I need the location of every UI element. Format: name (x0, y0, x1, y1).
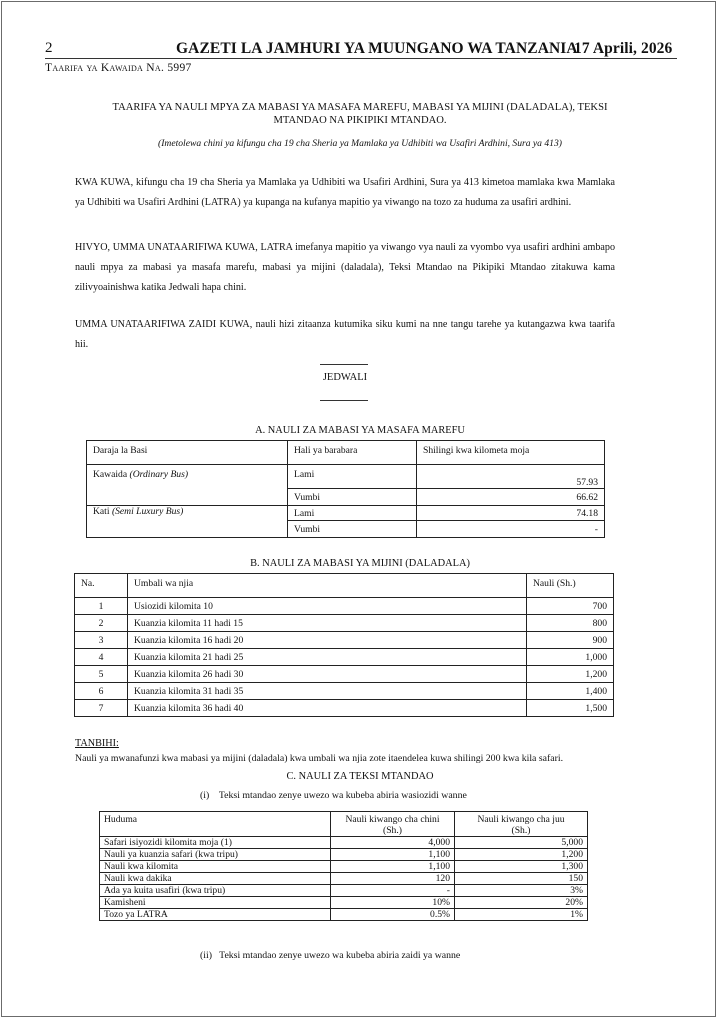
service-cell: Safari isiyozidi kilomita moja (1) (100, 837, 331, 849)
column-header: Huduma (100, 812, 331, 837)
bus-class-english: (Ordinary Bus) (129, 469, 189, 480)
notice-subtitle: (Imetolewa chini ya kifungu cha 19 cha Sheria ya Mamlaka ya Udhibiti wa Usafiri Ardhini, Sura ya 413) (158, 138, 562, 149)
row-number-cell: 7 (75, 700, 128, 717)
distance-cell: Kuanzia kilomita 16 hadi 20 (128, 632, 527, 649)
fare-cell: 1,200 (527, 666, 614, 683)
min-fare-cell: 120 (331, 873, 455, 885)
notice-reference: Taarifa ya Kawaida Na. 5997 (45, 62, 192, 74)
fare-cell: 700 (527, 598, 614, 615)
column-header: Shilingi kwa kilometa moja (417, 441, 605, 465)
table-row (100, 873, 588, 885)
road-type-cell: Lami (288, 465, 417, 489)
note-label: TANBIHI: (75, 738, 119, 749)
bus-class-cell (87, 465, 288, 506)
service-cell: Nauli kwa dakika (100, 873, 331, 885)
max-fare-cell: 20% (455, 897, 588, 909)
section-a-heading: A. NAULI ZA MABASI YA MASAFA MAREFU (255, 425, 465, 436)
table-row (75, 649, 614, 666)
distance-cell: Kuanzia kilomita 26 hadi 30 (128, 666, 527, 683)
table-row (75, 700, 614, 717)
min-fare-cell: 4,000 (331, 837, 455, 849)
paragraph-hivyo: HIVYO, UMMA UNATAARIFIWA KUWA, LATRA imefanya mapitio ya viwango vya nauli za vyombo vya usafiri ardhini ambapo nauli mpya za mabasi ya masafa marefu, mabasi ya mijini (daladala), Teksi Mtandao na Pikipiki Mtandao zitakuwa kama zilivyoainishwa katika Jedwali hapa chini. (75, 242, 615, 293)
service-cell: Nauli kwa kilomita (100, 861, 331, 873)
distance-cell: Kuanzia kilomita 31 hadi 35 (128, 683, 527, 700)
min-fare-cell: 1,100 (331, 849, 455, 861)
row-number-cell: 6 (75, 683, 128, 700)
road-type-cell: Vumbi (288, 521, 417, 538)
max-fare-cell: 3% (455, 885, 588, 897)
column-header (455, 812, 588, 837)
max-fare-cell: 1,200 (455, 849, 588, 861)
distance-cell: Kuanzia kilomita 21 hadi 25 (128, 649, 527, 666)
fare-cell: 1,400 (527, 683, 614, 700)
table-row (75, 615, 614, 632)
table-row (100, 885, 588, 897)
schedule-rule-top (320, 364, 368, 365)
column-header: Umbali wa njia (128, 574, 527, 598)
paragraph-zaidi: UMMA UNATAARIFIWA ZAIDI KUWA, nauli hizi zitaanza kutumika siku kumi na nne tangu tarehe ya kutangazwa kwa taarifa hii. (75, 319, 615, 350)
online-taxi-fare-table (99, 811, 588, 921)
table-row (100, 849, 588, 861)
service-cell: Ada ya kuita usafiri (kwa tripu) (100, 885, 331, 897)
table-row (87, 506, 605, 521)
column-header: Na. (75, 574, 128, 598)
rate-cell: 57.93 (417, 465, 605, 489)
header-rule (45, 58, 677, 59)
page-number: 2 (45, 40, 53, 56)
bus-class-cell (87, 506, 288, 538)
column-header-line: (Sh.) (383, 825, 402, 836)
long-distance-bus-fare-table (86, 440, 605, 538)
table-header-row (87, 441, 605, 465)
distance-cell: Usiozidi kilomita 10 (128, 598, 527, 615)
table-row (87, 465, 605, 489)
max-fare-cell: 1,300 (455, 861, 588, 873)
row-number-cell: 5 (75, 666, 128, 683)
gazette-date: 17 Aprili, 2026 (574, 40, 673, 57)
min-fare-cell: 1,100 (331, 861, 455, 873)
max-fare-cell: 1% (455, 909, 588, 921)
bus-class-name: Kati (93, 506, 110, 517)
service-cell: Kamisheni (100, 897, 331, 909)
service-cell: Tozo ya LATRA (100, 909, 331, 921)
table-row (75, 632, 614, 649)
column-header-line: (Sh.) (511, 825, 531, 836)
min-fare-cell: - (331, 885, 455, 897)
distance-cell: Kuanzia kilomita 11 hadi 15 (128, 615, 527, 632)
bus-class-name: Kawaida (93, 469, 128, 480)
fare-cell: 1,500 (527, 700, 614, 717)
fare-cell: 900 (527, 632, 614, 649)
table-row (75, 598, 614, 615)
schedule-rule-bottom (320, 400, 368, 401)
paragraph-kwa-kuwa: KWA KUWA, kifungu cha 19 cha Sheria ya Mamlaka ya Udhibiti wa Usafiri Ardhini, Sura ya 413 kimetoa mamlaka kwa Mamlaka ya Udhibiti wa Usafiri Ardhini (LATRA) ya kupanga na kufanya mapitio ya viwango na tozo za huduma za usafiri ardhini. (75, 177, 615, 208)
max-fare-cell: 150 (455, 873, 588, 885)
table-header-row (100, 812, 588, 837)
notice-title-line-1: TAARIFA YA NAULI MPYA ZA MABASI YA MASAFA MAREFU, MABASI YA MIJINI (DALADALA), TEKSI (112, 102, 608, 113)
column-header: Daraja la Basi (87, 441, 288, 465)
column-header-line: Nauli kiwango cha juu (477, 814, 565, 825)
schedule-label: JEDWALI (322, 372, 368, 383)
gazette-title: GAZETI LA JAMHURI YA MUUNGANO WA TANZANIA (176, 40, 578, 57)
road-type-cell: Vumbi (288, 489, 417, 506)
table-row (100, 897, 588, 909)
service-cell: Nauli ya kuanzia safari (kwa tripu) (100, 849, 331, 861)
row-number-cell: 1 (75, 598, 128, 615)
row-number-cell: 4 (75, 649, 128, 666)
fare-cell: 800 (527, 615, 614, 632)
column-header: Hali ya barabara (288, 441, 417, 465)
row-number-cell: 2 (75, 615, 128, 632)
max-fare-cell: 5,000 (455, 837, 588, 849)
table-row (75, 683, 614, 700)
notice-title-line-2: MTANDAO NA PIKIPIKI MTANDAO. (273, 115, 447, 126)
rate-cell: - (417, 521, 605, 538)
table-row (100, 837, 588, 849)
distance-cell: Kuanzia kilomita 36 hadi 40 (128, 700, 527, 717)
section-c-heading: C. NAULI ZA TEKSI MTANDAO (286, 771, 434, 782)
daladala-fare-table (74, 573, 614, 717)
bus-class-english: (Semi Luxury Bus) (111, 506, 184, 517)
section-b-heading: B. NAULI ZA MABASI YA MIJINI (DALADALA) (250, 558, 470, 569)
min-fare-cell: 10% (331, 897, 455, 909)
table-row (75, 666, 614, 683)
road-type-cell: Lami (288, 506, 417, 521)
subsection-i-heading: (i) Teksi mtandao zenye uwezo wa kubeba abiria wasiozidi wanne (200, 790, 467, 801)
min-fare-cell: 0.5% (331, 909, 455, 921)
subsection-ii-heading: (ii) Teksi mtandao zenye uwezo wa kubeba abiria zaidi ya wanne (200, 950, 461, 961)
column-header (331, 812, 455, 837)
table-row (100, 861, 588, 873)
row-number-cell: 3 (75, 632, 128, 649)
rate-cell: 74.18 (417, 506, 605, 521)
table-header-row (75, 574, 614, 598)
table-row (100, 909, 588, 921)
fare-cell: 1,000 (527, 649, 614, 666)
note-text: Nauli ya mwanafunzi kwa mabasi ya mijini (daladala) kwa umbali wa njia zote itaendelea kuwa shilingi 200 kwa kila safari. (75, 753, 564, 764)
rate-cell: 66.62 (417, 489, 605, 506)
column-header-line: Nauli kiwango cha chini (345, 814, 440, 825)
column-header: Nauli (Sh.) (527, 574, 614, 598)
